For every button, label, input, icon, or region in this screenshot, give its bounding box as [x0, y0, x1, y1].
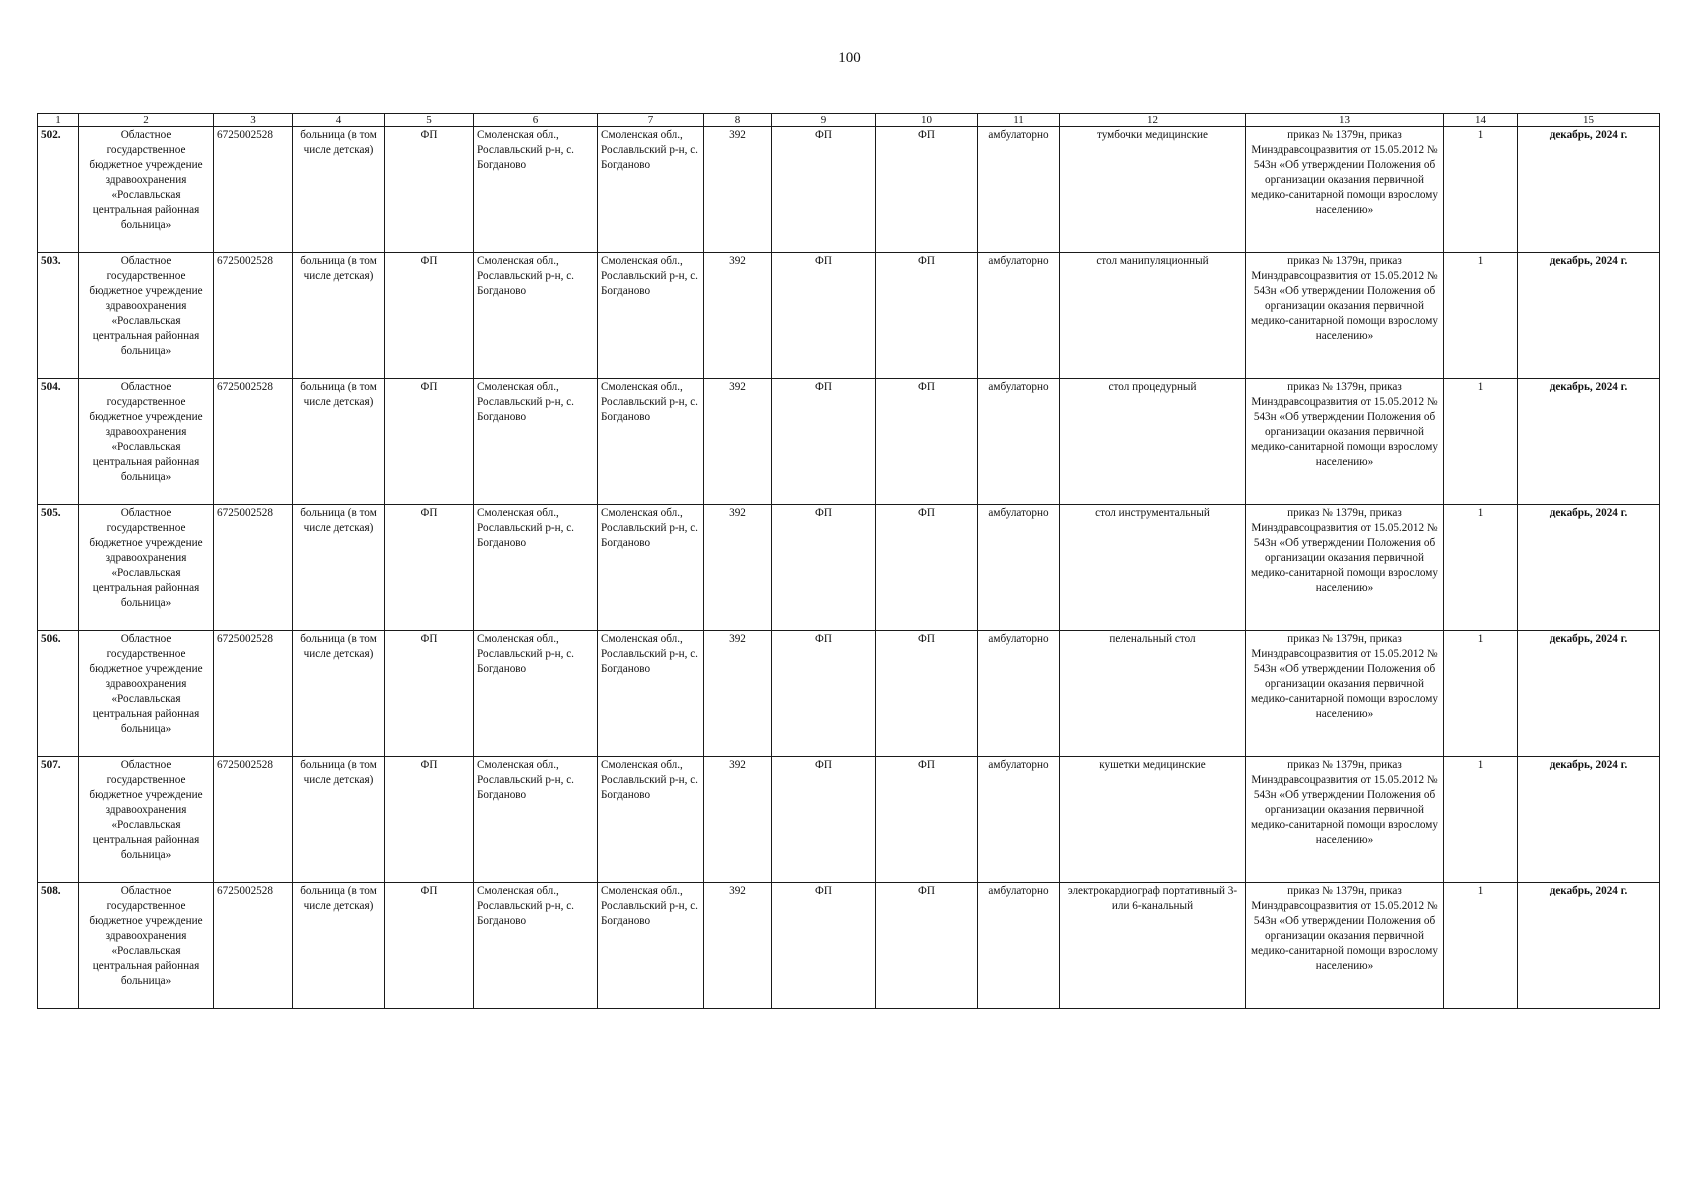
unit-10: ФП — [876, 883, 978, 1009]
unit-kind: ФП — [385, 253, 474, 379]
table-body — [38, 127, 1660, 1009]
column-header: 2 — [79, 114, 214, 127]
column-header: 15 — [1518, 114, 1660, 127]
column-header: 1 — [38, 114, 79, 127]
equipment-name: пеленальный стол — [1060, 631, 1246, 757]
delivery-date: декабрь, 2024 г. — [1518, 127, 1660, 253]
equipment-name: тумбочки медицинские — [1060, 127, 1246, 253]
table-header — [38, 114, 1660, 127]
header-row — [38, 114, 1660, 127]
delivery-date: декабрь, 2024 г. — [1518, 505, 1660, 631]
address-actual: Смоленская обл., Рославльский р-н, с. Богданово — [598, 127, 704, 253]
inn-code: 6725002528 — [214, 631, 293, 757]
column-header: 4 — [293, 114, 385, 127]
inn-code: 6725002528 — [214, 505, 293, 631]
unit-kind: ФП — [385, 505, 474, 631]
table-row — [38, 379, 1660, 505]
address-actual: Смоленская обл., Рославльский р-н, с. Богданово — [598, 253, 704, 379]
inn-code: 6725002528 — [214, 253, 293, 379]
facility-type: больница (в том числе детская) — [293, 127, 385, 253]
facility-type: больница (в том числе детская) — [293, 757, 385, 883]
column-header: 12 — [1060, 114, 1246, 127]
code-value: 392 — [704, 757, 772, 883]
quantity: 1 — [1444, 505, 1518, 631]
code-value: 392 — [704, 253, 772, 379]
unit-9: ФП — [772, 757, 876, 883]
address-legal: Смоленская обл., Рославльский р-н, с. Богданово — [474, 127, 598, 253]
unit-10: ФП — [876, 757, 978, 883]
table-row — [38, 757, 1660, 883]
care-condition: амбулаторно — [978, 253, 1060, 379]
unit-10: ФП — [876, 631, 978, 757]
unit-10: ФП — [876, 253, 978, 379]
unit-9: ФП — [772, 379, 876, 505]
care-condition: амбулаторно — [978, 505, 1060, 631]
registry-table — [37, 113, 1660, 1009]
page-number: 100 — [838, 50, 861, 66]
organization-name: Областное государственное бюджетное учреждение здравоохранения «Рославльская центральная районная больница» — [79, 631, 214, 757]
unit-9: ФП — [772, 505, 876, 631]
code-value: 392 — [704, 379, 772, 505]
column-header: 6 — [474, 114, 598, 127]
quantity: 1 — [1444, 379, 1518, 505]
row-number: 503. — [38, 253, 79, 379]
organization-name: Областное государственное бюджетное учреждение здравоохранения «Рославльская центральная районная больница» — [79, 883, 214, 1009]
address-legal: Смоленская обл., Рославльский р-н, с. Богданово — [474, 379, 598, 505]
column-header: 3 — [214, 114, 293, 127]
code-value: 392 — [704, 883, 772, 1009]
address-legal: Смоленская обл., Рославльский р-н, с. Богданово — [474, 883, 598, 1009]
legal-basis: приказ № 1379н, приказ Минздравсоцразвития от 15.05.2012 № 543н «Об утверждении Положения об организации оказания первичной медико-санитарной помощи взрослому населению» — [1246, 379, 1444, 505]
delivery-date: декабрь, 2024 г. — [1518, 631, 1660, 757]
equipment-name: стол инструментальный — [1060, 505, 1246, 631]
quantity: 1 — [1444, 883, 1518, 1009]
code-value: 392 — [704, 127, 772, 253]
column-header: 14 — [1444, 114, 1518, 127]
row-number: 502. — [38, 127, 79, 253]
address-actual: Смоленская обл., Рославльский р-н, с. Богданово — [598, 631, 704, 757]
column-header: 11 — [978, 114, 1060, 127]
inn-code: 6725002528 — [214, 883, 293, 1009]
quantity: 1 — [1444, 631, 1518, 757]
unit-kind: ФП — [385, 631, 474, 757]
code-value: 392 — [704, 631, 772, 757]
unit-kind: ФП — [385, 883, 474, 1009]
unit-10: ФП — [876, 505, 978, 631]
facility-type: больница (в том числе детская) — [293, 505, 385, 631]
row-number: 506. — [38, 631, 79, 757]
unit-kind: ФП — [385, 127, 474, 253]
unit-kind: ФП — [385, 379, 474, 505]
table-row — [38, 631, 1660, 757]
unit-kind: ФП — [385, 757, 474, 883]
care-condition: амбулаторно — [978, 379, 1060, 505]
address-actual: Смоленская обл., Рославльский р-н, с. Богданово — [598, 379, 704, 505]
legal-basis: приказ № 1379н, приказ Минздравсоцразвития от 15.05.2012 № 543н «Об утверждении Положения об организации оказания первичной медико-санитарной помощи взрослому населению» — [1246, 757, 1444, 883]
column-header: 13 — [1246, 114, 1444, 127]
table-row — [38, 505, 1660, 631]
equipment-name: кушетки медицинские — [1060, 757, 1246, 883]
address-actual: Смоленская обл., Рославльский р-н, с. Богданово — [598, 883, 704, 1009]
inn-code: 6725002528 — [214, 127, 293, 253]
care-condition: амбулаторно — [978, 883, 1060, 1009]
unit-9: ФП — [772, 631, 876, 757]
legal-basis: приказ № 1379н, приказ Минздравсоцразвития от 15.05.2012 № 543н «Об утверждении Положения об организации оказания первичной медико-санитарной помощи взрослому населению» — [1246, 127, 1444, 253]
unit-10: ФП — [876, 379, 978, 505]
organization-name: Областное государственное бюджетное учреждение здравоохранения «Рославльская центральная районная больница» — [79, 505, 214, 631]
inn-code: 6725002528 — [214, 379, 293, 505]
address-legal: Смоленская обл., Рославльский р-н, с. Богданово — [474, 253, 598, 379]
organization-name: Областное государственное бюджетное учреждение здравоохранения «Рославльская центральная районная больница» — [79, 127, 214, 253]
row-number: 508. — [38, 883, 79, 1009]
address-legal: Смоленская обл., Рославльский р-н, с. Богданово — [474, 631, 598, 757]
row-number: 505. — [38, 505, 79, 631]
facility-type: больница (в том числе детская) — [293, 883, 385, 1009]
organization-name: Областное государственное бюджетное учреждение здравоохранения «Рославльская центральная районная больница» — [79, 379, 214, 505]
delivery-date: декабрь, 2024 г. — [1518, 757, 1660, 883]
organization-name: Областное государственное бюджетное учреждение здравоохранения «Рославльская центральная районная больница» — [79, 253, 214, 379]
unit-10: ФП — [876, 127, 978, 253]
equipment-name: электрокардиограф портативный 3- или 6-канальный — [1060, 883, 1246, 1009]
unit-9: ФП — [772, 883, 876, 1009]
legal-basis: приказ № 1379н, приказ Минздравсоцразвития от 15.05.2012 № 543н «Об утверждении Положения об организации оказания первичной медико-санитарной помощи взрослому населению» — [1246, 631, 1444, 757]
care-condition: амбулаторно — [978, 757, 1060, 883]
equipment-name: стол процедурный — [1060, 379, 1246, 505]
address-actual: Смоленская обл., Рославльский р-н, с. Богданово — [598, 757, 704, 883]
quantity: 1 — [1444, 127, 1518, 253]
quantity: 1 — [1444, 253, 1518, 379]
table-row — [38, 253, 1660, 379]
delivery-date: декабрь, 2024 г. — [1518, 379, 1660, 505]
address-legal: Смоленская обл., Рославльский р-н, с. Богданово — [474, 757, 598, 883]
row-number: 507. — [38, 757, 79, 883]
care-condition: амбулаторно — [978, 127, 1060, 253]
column-header: 10 — [876, 114, 978, 127]
delivery-date: декабрь, 2024 г. — [1518, 883, 1660, 1009]
table-row — [38, 127, 1660, 253]
legal-basis: приказ № 1379н, приказ Минздравсоцразвития от 15.05.2012 № 543н «Об утверждении Положения об организации оказания первичной медико-санитарной помощи взрослому населению» — [1246, 883, 1444, 1009]
care-condition: амбулаторно — [978, 631, 1060, 757]
column-header: 7 — [598, 114, 704, 127]
unit-9: ФП — [772, 253, 876, 379]
quantity: 1 — [1444, 757, 1518, 883]
inn-code: 6725002528 — [214, 757, 293, 883]
column-header: 8 — [704, 114, 772, 127]
address-actual: Смоленская обл., Рославльский р-н, с. Богданово — [598, 505, 704, 631]
facility-type: больница (в том числе детская) — [293, 253, 385, 379]
column-header: 9 — [772, 114, 876, 127]
equipment-name: стол манипуляционный — [1060, 253, 1246, 379]
column-header: 5 — [385, 114, 474, 127]
row-number: 504. — [38, 379, 79, 505]
table-row — [38, 883, 1660, 1009]
code-value: 392 — [704, 505, 772, 631]
organization-name: Областное государственное бюджетное учреждение здравоохранения «Рославльская центральная районная больница» — [79, 757, 214, 883]
address-legal: Смоленская обл., Рославльский р-н, с. Богданово — [474, 505, 598, 631]
unit-9: ФП — [772, 127, 876, 253]
facility-type: больница (в том числе детская) — [293, 631, 385, 757]
legal-basis: приказ № 1379н, приказ Минздравсоцразвития от 15.05.2012 № 543н «Об утверждении Положения об организации оказания первичной медико-санитарной помощи взрослому населению» — [1246, 505, 1444, 631]
legal-basis: приказ № 1379н, приказ Минздравсоцразвития от 15.05.2012 № 543н «Об утверждении Положения об организации оказания первичной медико-санитарной помощи взрослому населению» — [1246, 253, 1444, 379]
delivery-date: декабрь, 2024 г. — [1518, 253, 1660, 379]
facility-type: больница (в том числе детская) — [293, 379, 385, 505]
